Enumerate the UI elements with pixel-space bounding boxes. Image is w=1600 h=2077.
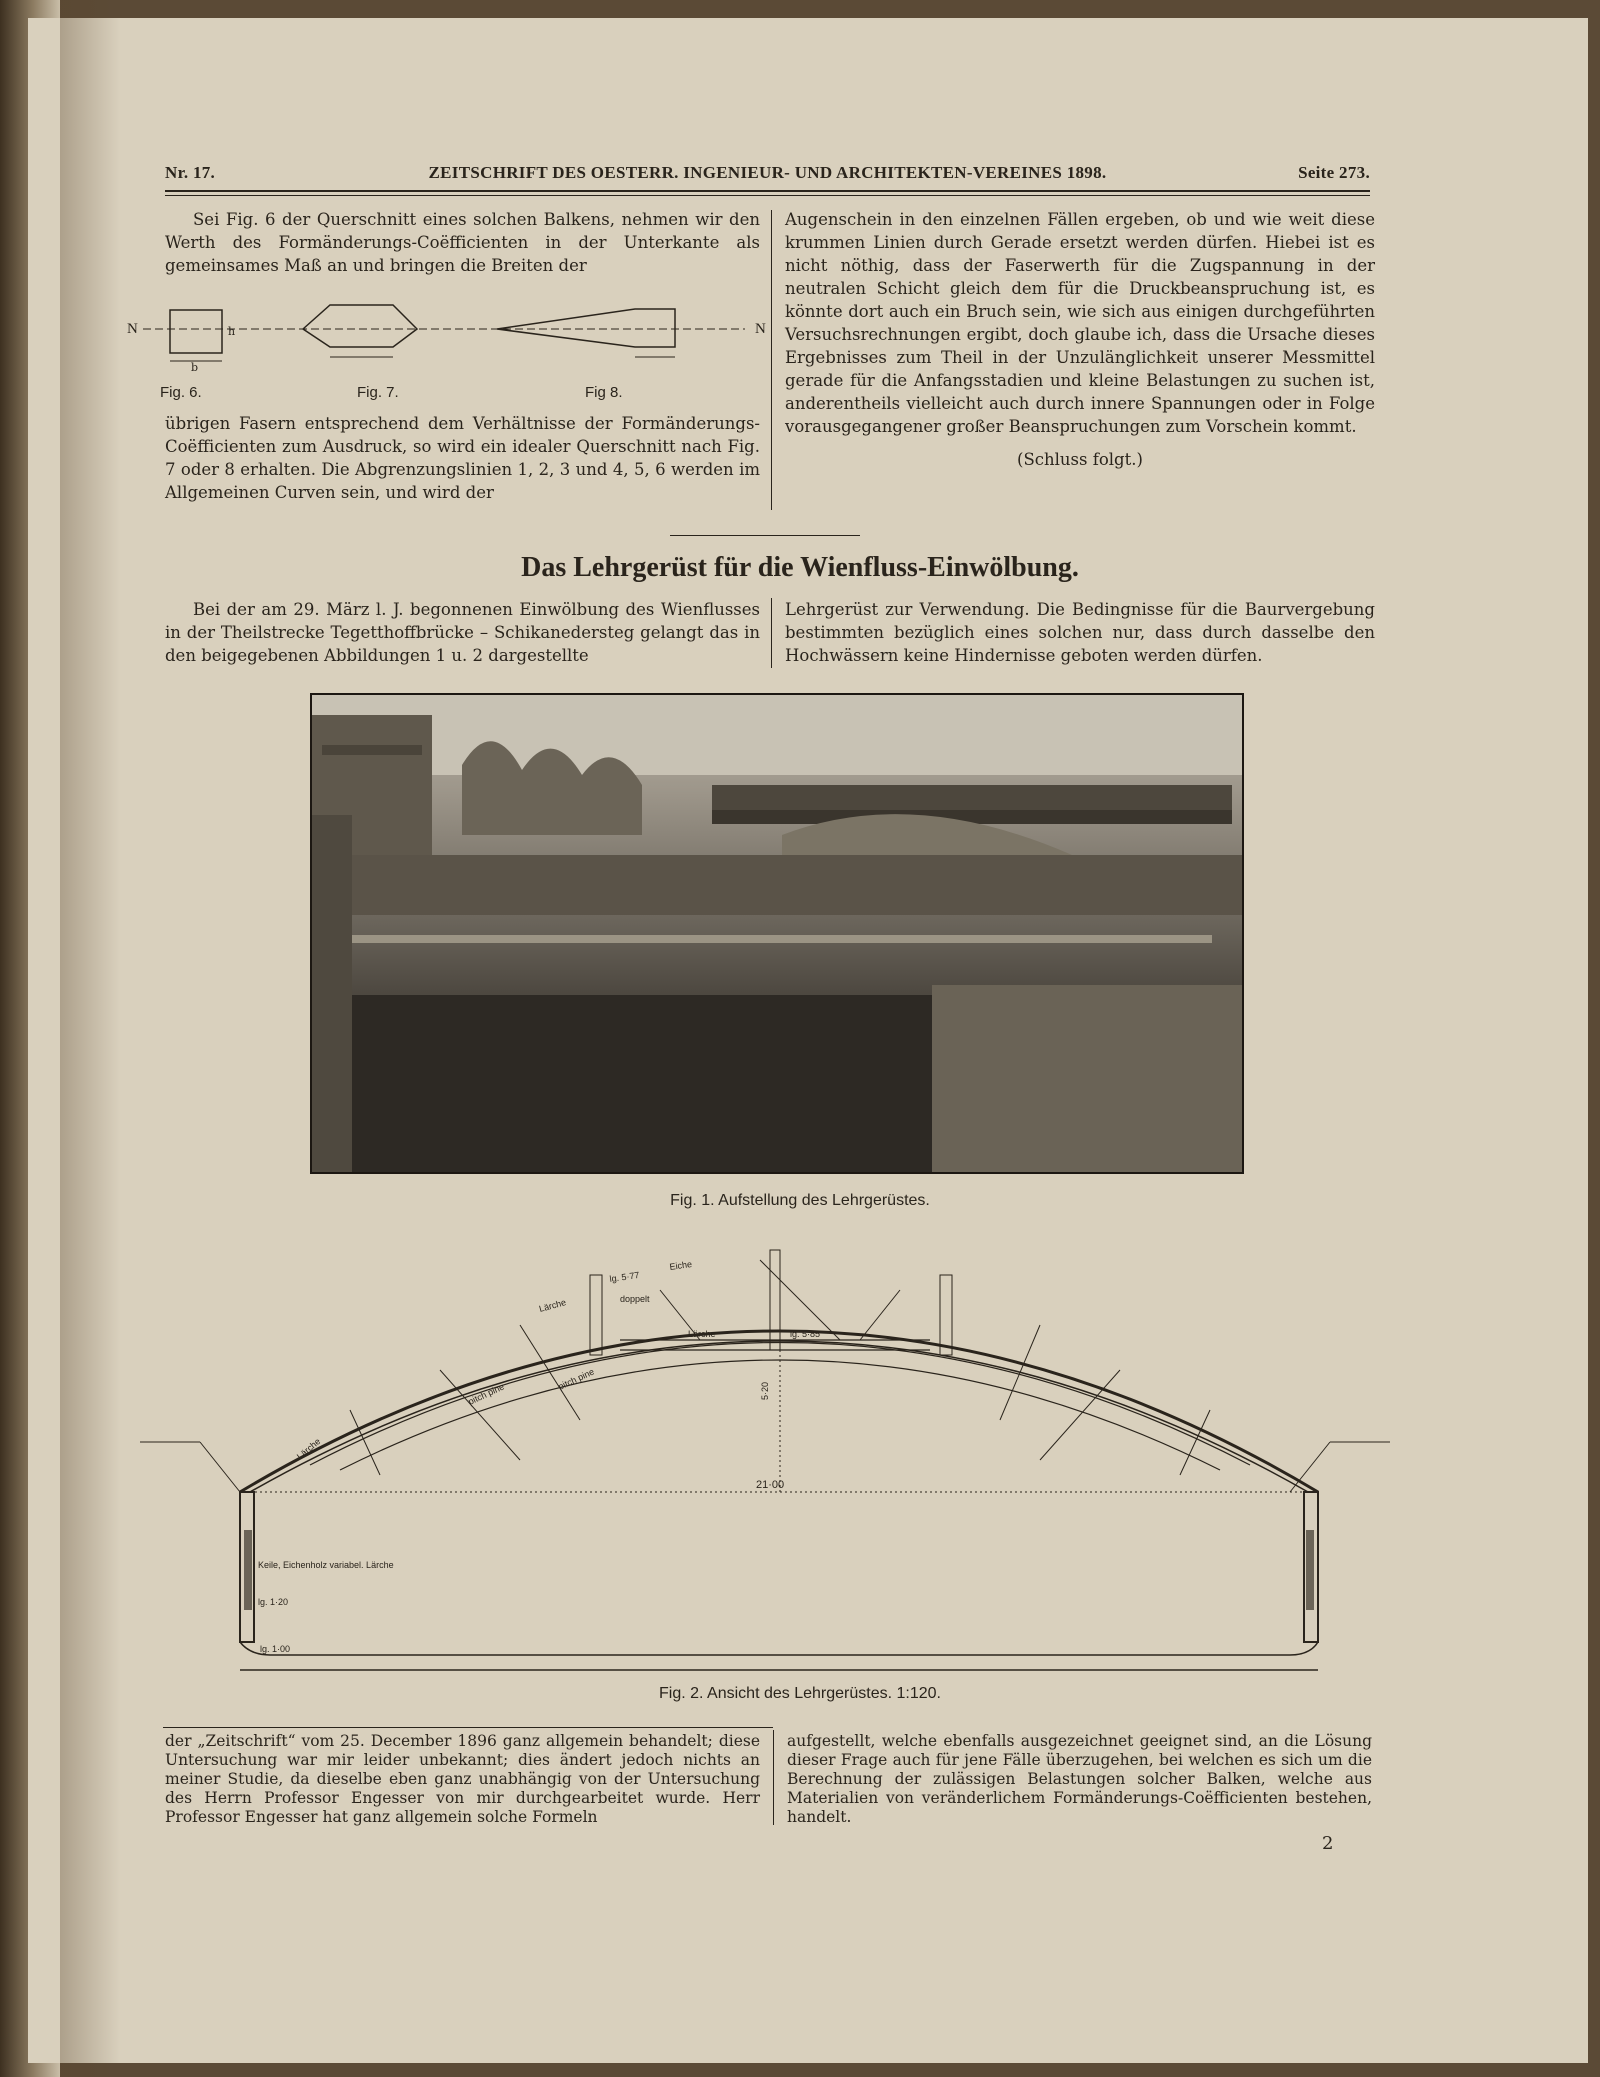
column-divider bbox=[771, 598, 772, 668]
article-title: Das Lehrgerüst für die Wienfluss-Einwölbung. bbox=[521, 552, 1079, 583]
b-label: b bbox=[191, 361, 199, 374]
page-label: Seite 273. bbox=[1298, 163, 1370, 182]
header-rule bbox=[165, 190, 1370, 192]
fig1-photograph bbox=[310, 693, 1244, 1174]
paragraph: übrigen Fasern entsprechend dem Verhältnisse der Formänderungs-Coëfficienten zum Ausdruck, so wird ein idealer Querschnitt nach Fig. 7 oder 8 erhalten. Die Abgrenzungslinien 1, 2, 3 und 4, 5, 6 werden im Allgemeinen Curven sein, und wird der bbox=[165, 414, 760, 502]
paragraph: Augenschein in den einzelnen Fällen ergeben, ob und wie weit diese krummen Linien durch Gerade ersetzt werden dürfen. Hiebei ist es nicht nöthig, dass der Faserwerth für die Zugspannung in der neutralen Schicht gleich dem für die Druckbeanspruchung ist, es könnte dort auch ein Bruch sein, wie sich aus einigen durchgeführten Versuchsrechnungen ergibt, doch glaube ich, dass die Ursache dieses Ergebnisses zum Theil in der Unzulänglichkeit unserer Messmittel gerade für die Anfangsstadien und kleine Belastungen zu suchen ist, anderentheils vielleicht auch durch innere Spannungen oder in Folge vorausgegangener großer Beanspruchungen zum Vorschein kommt. bbox=[785, 210, 1375, 436]
header-rule-thin bbox=[165, 195, 1370, 196]
fig2-drawing bbox=[140, 1230, 1410, 1680]
fig2-caption: Fig. 2. Ansicht des Lehrgerüstes. 1:120. bbox=[659, 1685, 941, 1702]
rise-dimension: 5·20 bbox=[760, 1381, 770, 1400]
issue-number: Nr. 17. bbox=[165, 163, 216, 182]
label-pitch-pine: pitch pine bbox=[556, 1366, 596, 1392]
n-label-left: N bbox=[127, 321, 138, 337]
h-label: h bbox=[228, 325, 236, 338]
running-header bbox=[165, 163, 1370, 191]
intro-right bbox=[785, 598, 1375, 667]
paragraph: Sei Fig. 6 der Querschnitt eines solchen Balkens, nehmen wir den Werth des Formänderungs-Coëfficienten in der Unterkante als gemeinsames Maß an und bringen die Breiten der bbox=[165, 210, 760, 275]
paragraph: Bei der am 29. März l. J. begonnenen Einwölbung des Wienflusses in der Theilstrecke Tegetthoffbrücke – Schikanedersteg gelangt das in den beigegebenen Abbildungen 1 u. 2 dargestellte bbox=[165, 600, 760, 665]
fig6-shape bbox=[170, 310, 222, 353]
cross-section-figures bbox=[125, 285, 770, 405]
paragraph: Lehrgerüst zur Verwendung. Die Bedingnisse für die Baurvergebung bestimmten bezüglich eines solchen nur, dass durch dasselbe den Hochwässern keine Hindernisse geboten werden dürfen. bbox=[785, 600, 1375, 665]
label-laerche: Lärche bbox=[294, 1436, 323, 1462]
fig7-label: Fig. 7. bbox=[357, 384, 399, 401]
signature-number: 2 bbox=[1322, 1833, 1334, 1854]
span-dimension: 21·00 bbox=[756, 1479, 785, 1491]
column-divider bbox=[771, 210, 772, 510]
arch-extrados bbox=[240, 1331, 1318, 1492]
arch-intrados bbox=[250, 1341, 1308, 1492]
fig7-shape bbox=[303, 305, 417, 347]
label-length: lg. 5·85 bbox=[790, 1329, 821, 1339]
n-label-right: N bbox=[755, 321, 766, 337]
top-left-column-cont bbox=[165, 412, 760, 504]
intro-left bbox=[165, 598, 760, 667]
fig6-label: Fig. 6. bbox=[160, 384, 202, 401]
fig8-label: Fig 8. bbox=[585, 384, 623, 401]
photo-scene bbox=[312, 695, 1242, 1172]
fig8-shape bbox=[497, 309, 675, 347]
label-laerche: Lärche bbox=[688, 1329, 716, 1339]
section-rule bbox=[670, 535, 860, 536]
paragraph: aufgestellt, welche ebenfalls ausgezeichnet geeignet sind, an die Lösung dieser Frage auch für jene Fälle überzugehen, bei welchen es sich um die Berechnung der zulässigen Belastungen solcher Balken, welche aus Materialien von veränderlichem Formänderungs-Coëfficienten bestehen, handelt. bbox=[787, 1732, 1372, 1826]
page-fold-shadow bbox=[60, 0, 120, 2077]
label-doppelt: doppelt bbox=[620, 1294, 650, 1304]
bottom-right-column bbox=[787, 1732, 1372, 1827]
paragraph: der „Zeitschrift“ vom 25. December 1896 ganz allgemein behandelt; diese Untersuchung war mir leider unbekannt; dies ändert jedoch nichts an meiner Studie, da dieselbe eben ganz unabhängig von der Untersuchung des Herrn Professor Engesser von mir durchgearbeitet wurde. Herr Professor Engesser hat ganz allgemein solche Formeln bbox=[165, 1732, 760, 1826]
label-length: lg. 5·77 bbox=[608, 1269, 641, 1284]
label-laerche: Lärche bbox=[537, 1297, 568, 1314]
label-length: lg. 1·20 bbox=[258, 1597, 289, 1607]
column-divider bbox=[773, 1730, 774, 1825]
label-pitch-pine: pitch pine bbox=[466, 1381, 506, 1407]
footnote-rule bbox=[163, 1727, 773, 1728]
journal-title: ZEITSCHRIFT DES OESTERR. INGENIEUR- UND ARCHITEKTEN-VEREINES 1898. bbox=[428, 163, 1107, 182]
top-right-column bbox=[785, 208, 1375, 471]
fig1-caption: Fig. 1. Aufstellung des Lehrgerüstes. bbox=[670, 1192, 930, 1209]
bottom-left-column bbox=[165, 1732, 760, 1827]
continued-note: (Schluss folgt.) bbox=[1017, 450, 1143, 469]
label-keile: Keile, Eichenholz variabel. Lärche bbox=[258, 1560, 394, 1570]
top-left-column bbox=[165, 208, 760, 277]
label-length: lg. 1·00 bbox=[260, 1644, 291, 1654]
label-eiche: Eiche bbox=[668, 1258, 693, 1272]
